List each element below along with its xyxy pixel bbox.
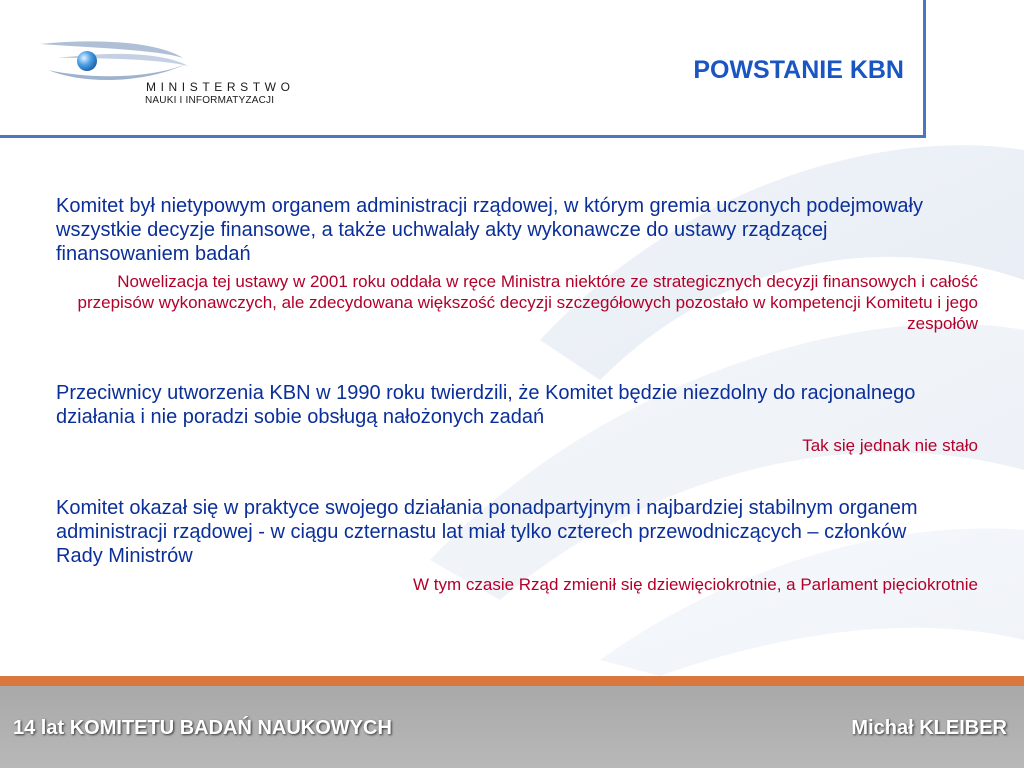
paragraph-1: Komitet był nietypowym organem administracji rządowej, w którym gremia uczonych podejmowały wszystkie decyzje finansowe, a także uchwalały akty wykonawcze do ustawy rządzącej finansowaniem badań xyxy=(56,195,924,265)
footer-right-text: Michał KLEIBER xyxy=(851,717,1007,739)
footer-bar xyxy=(0,686,1024,768)
note-3: W tym czasie Rząd zmienił się dziewięciokrotnie, a Parlament pięciokrotnie xyxy=(413,575,978,594)
note-1: Nowelizacja tej ustawy w 2001 roku oddała w ręce Ministra niektóre ze strategicznych decyzji finansowych i całość przepisów wykonawczych, ale zdecydowana większość decyzji szczegółowych pozostało w kompetencji Komitetu i jego zespołów xyxy=(77,272,978,333)
logo-text-nauki: NAUKI I INFORMATYZACJI xyxy=(145,95,275,106)
footer-left-text: 14 lat KOMITETU BADAŃ NAUKOWYCH xyxy=(13,717,392,739)
note-2: Tak się jednak nie stało xyxy=(802,436,978,455)
header-divider-horizontal xyxy=(0,135,926,138)
paragraph-2: Przeciwnicy utworzenia KBN w 1990 roku twierdzili, że Komitet będzie niezdolny do racjonalnego działania i nie poradzi sobie obsługą nałożonych zadań xyxy=(56,382,916,428)
slide-content xyxy=(56,194,978,595)
footer-accent-band xyxy=(0,676,1024,686)
header-divider-vertical xyxy=(923,0,926,138)
slide-title: POWSTANIE KBN xyxy=(693,56,904,84)
logo-text-ministerstwo: MINISTERSTWO xyxy=(146,80,295,94)
paragraph-3: Komitet okazał się w praktyce swojego działania ponadpartyjnym i najbardziej stabilnym organem administracji rządowej - w ciągu czternastu lat miał tylko czterech przewodniczących – członków Rady Ministrów xyxy=(56,497,918,567)
